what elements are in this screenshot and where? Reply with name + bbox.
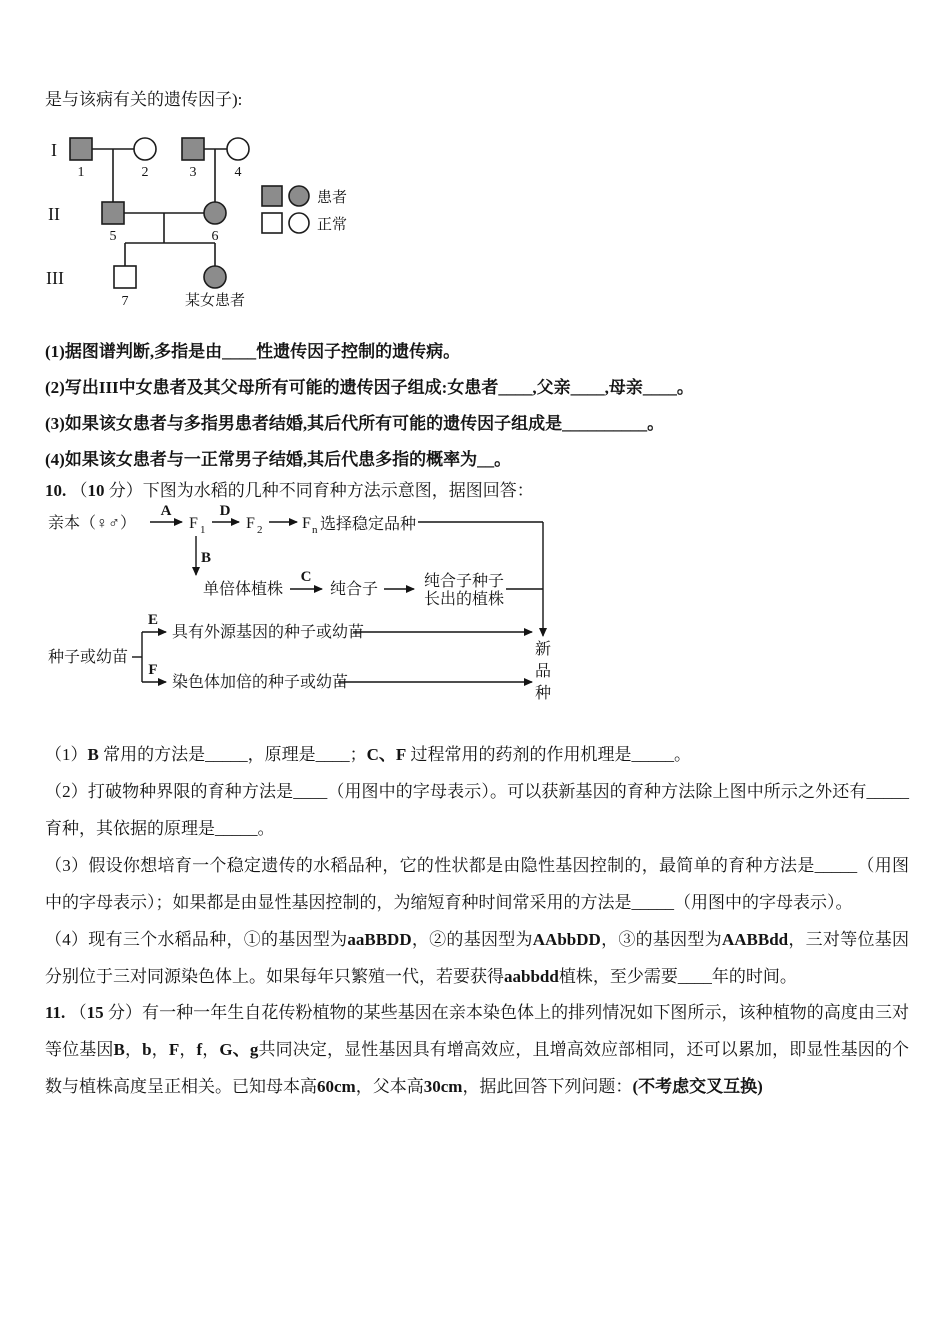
f1-label: F [189,515,198,532]
process-label-D: D [219,503,231,519]
individual-II6-affected-female [204,202,226,224]
legend-affected-square [262,186,282,206]
parent-label: 亲本（♀♂） [48,515,137,532]
homozygote-plant-line2: 长出的植株 [424,591,505,608]
individual-II5-affected-male [102,202,124,224]
individual-number-3: 3 [189,165,197,180]
haploid-label: 单倍体植株 [203,581,284,598]
individual-number-5: 5 [109,229,117,244]
individual-number-1: 1 [77,165,85,180]
legend-normal-circle [289,213,309,233]
individual-III8-affected-female [204,266,226,288]
individual-I4-normal-female [227,138,249,160]
individual-III7-normal-male [114,266,136,288]
homozygote-label: 纯合子 [330,581,379,598]
question-9-part-4: (4)如果该女患者与一正常男子结婚,其后代患多指的概率为__。 [45,450,512,469]
process-label-B: B [200,550,212,566]
individual-number-2: 2 [141,165,149,180]
legend-patient-label: 患者 [317,190,348,206]
pedigree-legend [262,186,347,233]
question-10-part-1: （1）B 常用的方法是_____，原理是____；C、F 过程常用的药剂的作用机理是_____。 [45,745,692,764]
process-label-A: A [160,503,172,519]
breeding-methods-diagram [40,502,585,720]
process-label-F: F [148,662,158,678]
question-11-stem: 11. （15 分）有一种一年生自花传粉植物的某些基因在亲本染色体上的排列情况如下图所示，该种植物的高度由三对等位基因B，b，F，f，G、g共同决定，显性基因具有增高效应，且增高效应部相同，还可以累加，即显性基因的个数与植株高度呈正相关。已知母本高60cm，父本高30cm，据此回答下列问题：(不考虑交叉互换) [45,1003,910,1096]
f2-label: F [246,515,255,532]
process-label-E: E [147,612,159,628]
legend-normal-label: 正常 [317,217,348,233]
seed-or-seedling-label: 种子或幼苗 [48,649,129,666]
individual-I2-normal-female [134,138,156,160]
homozygote-plant-line1: 纯合子种子 [424,573,505,590]
question-10-parts [45,736,909,995]
question-10-part-3: （3）假设你想培育一个稳定遗传的水稻品种，它的性状都是由隐性基因控制的，最简单的育种方法是_____（用图中的字母表示）；如果都是由显性基因控制的，为缩短育种时间常采用的方法是_____（用图中的字母表示）。 [45,856,909,912]
generation-label-3: III [46,268,64,288]
question-10-stem: 10. （10 分）下图为水稻的几种不同育种方法示意图，据图回答： [45,481,534,500]
question-9-parts [45,334,907,478]
question-10-part-4: （4）现有三个水稻品种，①的基因型为aaBBDD，②的基因型为AAbbDD，③的基因型为AABBdd，三对等位基因分别位于三对同源染色体上。如果每年只繁殖一代，若要获得aabbdd植株，至少需要____年的时间。 [45,930,910,986]
fn-subscript: n [312,524,318,536]
individual-number-4: 4 [234,165,242,180]
female-patient-label: 某女患者 [184,293,246,309]
process-label-C: C [300,569,312,585]
f2-subscript: 2 [257,524,263,536]
f1-subscript: 1 [200,524,206,536]
question-9-part-2: (2)写出III中女患者及其父母所有可能的遗传因子组成:女患者____,父亲____,母亲____。 [45,378,694,397]
fn-select-label: 选择稳定品种 [320,516,417,533]
individual-number-7: 7 [121,294,129,309]
question-9-part-1: (1)据图谱判断,多指是由____性遗传因子控制的遗传病。 [45,342,461,361]
fn-label: F [302,515,311,532]
individual-I1-affected-male [70,138,92,160]
question-10-part-2: （2）打破物种界限的育种方法是____（用图中的字母表示）。可以获新基因的育种方法除上图中所示之外还有_____ 育种，其依据的原理是_____。 [45,782,909,838]
chromosome-doubled-label: 染色体加倍的种子或幼苗 [172,674,349,691]
new-variety-char-2: 品 [534,663,552,680]
legend-affected-circle [289,186,309,206]
individual-number-6: 6 [211,229,219,244]
question-9-part-3: (3)如果该女患者与多指男患者结婚,其后代所有可能的遗传因子组成是__________。 [45,414,665,433]
new-variety-char-1: 新 [534,641,552,658]
new-variety-char-3: 种 [534,685,552,702]
intro-line: 是与该病有关的遗传因子): [45,90,243,109]
individual-I3-affected-male [182,138,204,160]
pedigree-diagram [45,123,425,323]
legend-normal-square [262,213,282,233]
generation-label-2: II [48,204,60,224]
generation-label-1: I [51,140,57,160]
question-11 [45,994,909,1105]
exogenous-gene-label: 具有外源基因的种子或幼苗 [172,624,365,641]
